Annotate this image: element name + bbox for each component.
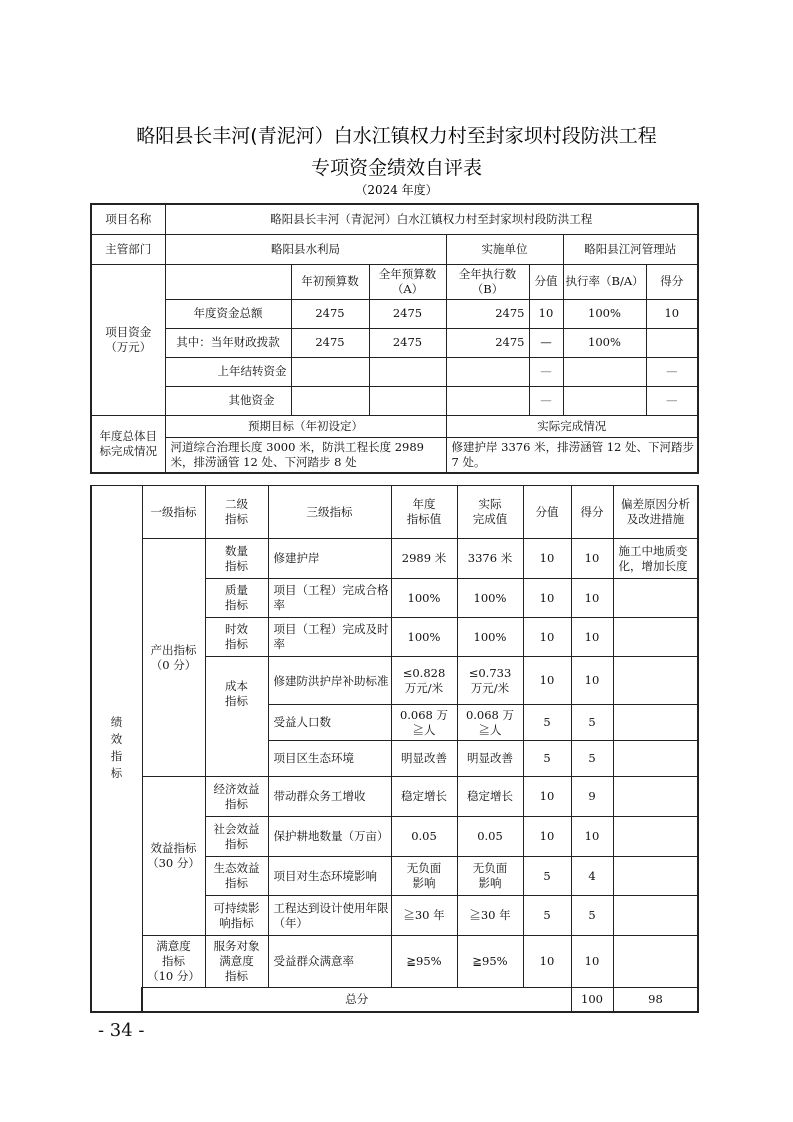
target-l1: ≤0.828 [402, 665, 446, 680]
level2-l3: 指标 [225, 969, 248, 983]
level2-l1: 生态效益 [213, 861, 260, 875]
target-cell: 100% [391, 579, 457, 618]
goals-content-row [91, 437, 698, 473]
group-output-l1: 产出指标 [150, 642, 197, 657]
performance-label [91, 486, 142, 1012]
level2-l1: 数量 [225, 543, 248, 558]
target-cell: 稳定增长 [391, 777, 457, 817]
level3-cell: 修建防洪护岸补助标准 [268, 657, 391, 705]
header-level2-l1: 二级 [225, 497, 248, 511]
value-cell: 10 [523, 777, 571, 817]
group-satisfaction-l3: （10 分） [147, 969, 200, 983]
actual-l2: 影响 [478, 876, 502, 890]
target-cell: ≧95% [391, 936, 457, 988]
actual-l1: ≤0.733 [468, 665, 512, 680]
indicator-row [91, 777, 698, 817]
score-cell: 10 [571, 817, 613, 857]
target-cell [391, 705, 457, 741]
actual-cell: 100% [457, 579, 523, 618]
value-cell: 5 [523, 896, 571, 936]
fund-score [646, 328, 698, 357]
level3-cell: 受益人口数 [268, 705, 391, 741]
header-reason [613, 486, 698, 539]
value-cell: 10 [523, 936, 571, 988]
value-cell: 5 [523, 857, 571, 896]
actual-cell [457, 857, 523, 896]
reason-cell [613, 777, 698, 817]
impl-value: 略阳县江河管理站 [563, 234, 698, 264]
header-actual-l1: 实际 [478, 497, 502, 511]
performance-label-char: 绩 [110, 715, 123, 730]
header-value: 分值 [523, 486, 571, 539]
actual-result: 修建护岸 3376 米，排涝涵管 12 处、下河踏步 7 处。 [446, 437, 698, 473]
group-satisfaction-l1: 满意度 [156, 939, 191, 953]
total-value: 100 [571, 988, 613, 1012]
level2-cell [205, 777, 268, 817]
score-cell: 5 [571, 896, 613, 936]
group-output [142, 539, 205, 777]
level2-cell [205, 896, 268, 936]
target-l2: 影响 [412, 876, 436, 890]
funds-label-line2: （万元） [105, 339, 152, 354]
target-l2: 万元/米 [404, 680, 444, 695]
level2-l1: 服务对象 [213, 939, 260, 953]
reason-cell [613, 741, 698, 777]
funds-header-row [91, 264, 698, 299]
fund-exec: 2475 [446, 299, 529, 328]
reason-cell [613, 705, 698, 741]
header-target-l2: 指标值 [406, 512, 442, 526]
header-score-value: 分值 [529, 264, 563, 299]
indicators-table [90, 485, 699, 1013]
header-exec-b [446, 264, 529, 299]
fund-name: 其他资金 [165, 386, 291, 415]
level3-cell: 受益群众满意率 [268, 936, 391, 988]
target-cell: 100% [391, 618, 457, 657]
actual-cell: 100% [457, 618, 523, 657]
reason-cell [613, 657, 698, 705]
fund-initial: 2475 [291, 299, 369, 328]
score-cell: 5 [571, 741, 613, 777]
fund-annual: 2475 [369, 299, 446, 328]
actual-l2: ≧人 [478, 722, 502, 737]
actual-cell: 3376 米 [457, 539, 523, 579]
level2-l2: 指标 [225, 836, 248, 851]
funds-row [91, 357, 698, 386]
fund-name: 上年结转资金 [165, 357, 291, 386]
reason-cell [613, 896, 698, 936]
impl-label: 实施单位 [446, 234, 563, 264]
header-exec-b-line2: （B） [471, 281, 504, 296]
funds-header-blank [165, 264, 291, 299]
score-cell: 10 [571, 936, 613, 988]
fund-initial: 2475 [291, 328, 369, 357]
level2-l2: 响指标 [219, 915, 254, 930]
score-cell: 10 [571, 618, 613, 657]
target-cell: ≧30 年 [391, 896, 457, 936]
group-satisfaction-l2: 指标 [162, 954, 185, 968]
actual-cell: 明显改善 [457, 741, 523, 777]
level2-l2: 满意度 [219, 954, 254, 968]
score-cell: 10 [571, 579, 613, 618]
fund-value: — [529, 328, 563, 357]
target-cell: 0.05 [391, 817, 457, 857]
header-actual-l2: 完成值 [472, 512, 508, 526]
header-score: 得分 [571, 486, 613, 539]
fund-name: 年度资金总额 [165, 299, 291, 328]
funds-row [91, 299, 698, 328]
fund-rate [563, 386, 646, 415]
fund-score: — [646, 386, 698, 415]
funds-table [90, 203, 699, 474]
target-l1: 0.068 万 [399, 707, 449, 722]
fund-rate: 100% [563, 299, 646, 328]
fund-annual [369, 357, 446, 386]
level2-cell [205, 857, 268, 896]
actual-cell [457, 705, 523, 741]
performance-label-char: 效 [110, 732, 123, 747]
page-number: - 34 - [98, 1020, 145, 1041]
fund-exec: 2475 [446, 328, 529, 357]
group-satisfaction [142, 936, 205, 988]
level2-cell [205, 657, 268, 777]
score-cell: 5 [571, 705, 613, 741]
fund-exec [446, 386, 529, 415]
fund-initial [291, 357, 369, 386]
funds-row [91, 386, 698, 415]
level2-l2: 指标 [225, 796, 248, 811]
expected-header: 预期目标（年初设定） [165, 415, 446, 437]
fund-rate: 100% [563, 328, 646, 357]
reason-cell [613, 579, 698, 618]
performance-label-char: 指 [110, 749, 123, 764]
project-name-row [91, 204, 698, 234]
actual-header: 实际完成情况 [446, 415, 698, 437]
level2-cell [205, 618, 268, 657]
value-cell: 10 [523, 618, 571, 657]
target-cell: 2989 米 [391, 539, 457, 579]
actual-cell: ≧30 年 [457, 896, 523, 936]
actual-cell: 0.05 [457, 817, 523, 857]
indicator-row [91, 539, 698, 579]
header-score: 得分 [646, 264, 698, 299]
fund-initial [291, 386, 369, 415]
goals-label-line2: 标完成情况 [99, 443, 157, 458]
fund-value: — [529, 357, 563, 386]
header-level2 [205, 486, 268, 539]
actual-cell: 稳定增长 [457, 777, 523, 817]
header-reason-l1: 偏差原因分析 [621, 497, 690, 511]
reason-cell [613, 857, 698, 896]
indicators-header-row [91, 486, 698, 539]
project-name-label: 项目名称 [91, 204, 165, 234]
header-target [391, 486, 457, 539]
level3-cell: 保护耕地数量（万亩） [268, 817, 391, 857]
value-cell: 5 [523, 741, 571, 777]
document-subtitle: 专项资金绩效自评表 [310, 157, 482, 179]
header-actual [457, 486, 523, 539]
project-name-value: 略阳县长丰河（青泥河）白水江镇权力村至封家坝村段防洪工程 [165, 204, 698, 234]
total-row [91, 988, 698, 1012]
level3-cell: 项目区生态环境 [268, 741, 391, 777]
fund-score: — [646, 357, 698, 386]
dept-label: 主管部门 [91, 234, 165, 264]
fund-value: 10 [529, 299, 563, 328]
value-cell: 10 [523, 539, 571, 579]
reason-cell [613, 936, 698, 988]
level2-l1: 成本 [225, 679, 248, 693]
level3-cell: 项目对生态环境影响 [268, 857, 391, 896]
level3-cell: 项目（工程）完成合格率 [268, 579, 391, 618]
level3-cell: 项目（工程）完成及时率 [268, 618, 391, 657]
score-cell: 10 [571, 539, 613, 579]
expected-goal: 河道综合治理长度 3000 米，防洪工程长度 2989 米，排涝涵管 12 处、下河踏步 8 处 [165, 437, 446, 473]
header-level2-l2: 指标 [225, 512, 248, 526]
level3-cell: 修建护岸 [268, 539, 391, 579]
document-year: （2024 年度） [355, 183, 438, 197]
total-label: 总分 [142, 988, 571, 1012]
actual-l1: 0.068 万 [465, 707, 515, 722]
goals-header-row [91, 415, 698, 437]
level2-cell [205, 936, 268, 988]
level2-l1: 时效 [225, 622, 248, 636]
header-exec-b-line1: 全年执行数 [458, 266, 517, 281]
value-cell: 10 [523, 657, 571, 705]
fund-rate [563, 357, 646, 386]
fund-annual [369, 386, 446, 415]
target-l2: ≧人 [412, 722, 436, 737]
performance-label-char: 标 [110, 766, 123, 781]
goals-label-line1: 年度总体目 [99, 428, 157, 443]
funds-row [91, 328, 698, 357]
level2-l1: 质量 [225, 583, 248, 597]
actual-cell [457, 657, 523, 705]
actual-l2: 万元/米 [470, 680, 510, 695]
header-annual-a-line1: 全年预算数 [378, 266, 437, 281]
value-cell: 10 [523, 817, 571, 857]
score-cell: 10 [571, 657, 613, 705]
level3-cell: 带动群众务工增收 [268, 777, 391, 817]
reason-cell [613, 817, 698, 857]
department-row [91, 234, 698, 264]
reason-cell: 施工中地质变化，增加长度 [613, 539, 698, 579]
group-benefit-l1: 效益指标 [150, 841, 197, 855]
reason-cell [613, 618, 698, 657]
level2-l2: 指标 [225, 637, 248, 651]
level2-cell [205, 817, 268, 857]
header-initial: 年初预算数 [291, 264, 369, 299]
fund-annual: 2475 [369, 328, 446, 357]
funds-label-line1: 项目资金 [105, 324, 152, 339]
level2-l1: 社会效益 [213, 821, 260, 836]
document-title: 略阳县长丰河(青泥河）白水江镇权力村至封家坝村段防洪工程 [136, 125, 657, 147]
dept-value: 略阳县水利局 [165, 234, 446, 264]
header-rate: 执行率（B/A） [563, 264, 646, 299]
funds-label [91, 264, 165, 415]
value-cell: 10 [523, 579, 571, 618]
indicator-row [91, 936, 698, 988]
level2-l2: 指标 [225, 598, 248, 612]
value-cell: 5 [523, 705, 571, 741]
total-score: 98 [613, 988, 698, 1012]
target-cell: 明显改善 [391, 741, 457, 777]
level2-l2: 指标 [225, 694, 248, 708]
fund-name: 其中：当年财政拨款 [165, 328, 291, 357]
fund-exec [446, 357, 529, 386]
level2-l2: 指标 [225, 558, 248, 573]
header-level3: 三级指标 [268, 486, 391, 539]
fund-value: — [529, 386, 563, 415]
level2-cell [205, 579, 268, 618]
target-l1: 无负面 [406, 861, 442, 875]
goals-label [91, 415, 165, 473]
header-target-l1: 年度 [412, 497, 436, 511]
header-level1: 一级指标 [142, 486, 205, 539]
level2-cell [205, 539, 268, 579]
level3-cell: 工程达到设计使用年限（年） [268, 896, 391, 936]
score-cell: 4 [571, 857, 613, 896]
fund-score: 10 [646, 299, 698, 328]
level2-l1: 经济效益 [213, 781, 260, 796]
level2-l2: 指标 [225, 876, 248, 890]
target-cell [391, 857, 457, 896]
level2-l1: 可持续影 [213, 900, 260, 915]
target-cell [391, 657, 457, 705]
header-annual-a [369, 264, 446, 299]
group-benefit-l2: （30 分） [147, 856, 200, 870]
header-annual-a-line2: （A） [391, 281, 424, 296]
group-benefit [142, 777, 205, 936]
actual-l1: 无负面 [472, 861, 508, 875]
score-cell: 9 [571, 777, 613, 817]
header-reason-l2: 及改进措施 [626, 512, 685, 526]
actual-cell: ≧95% [457, 936, 523, 988]
group-output-l2: （0 分） [150, 657, 197, 672]
